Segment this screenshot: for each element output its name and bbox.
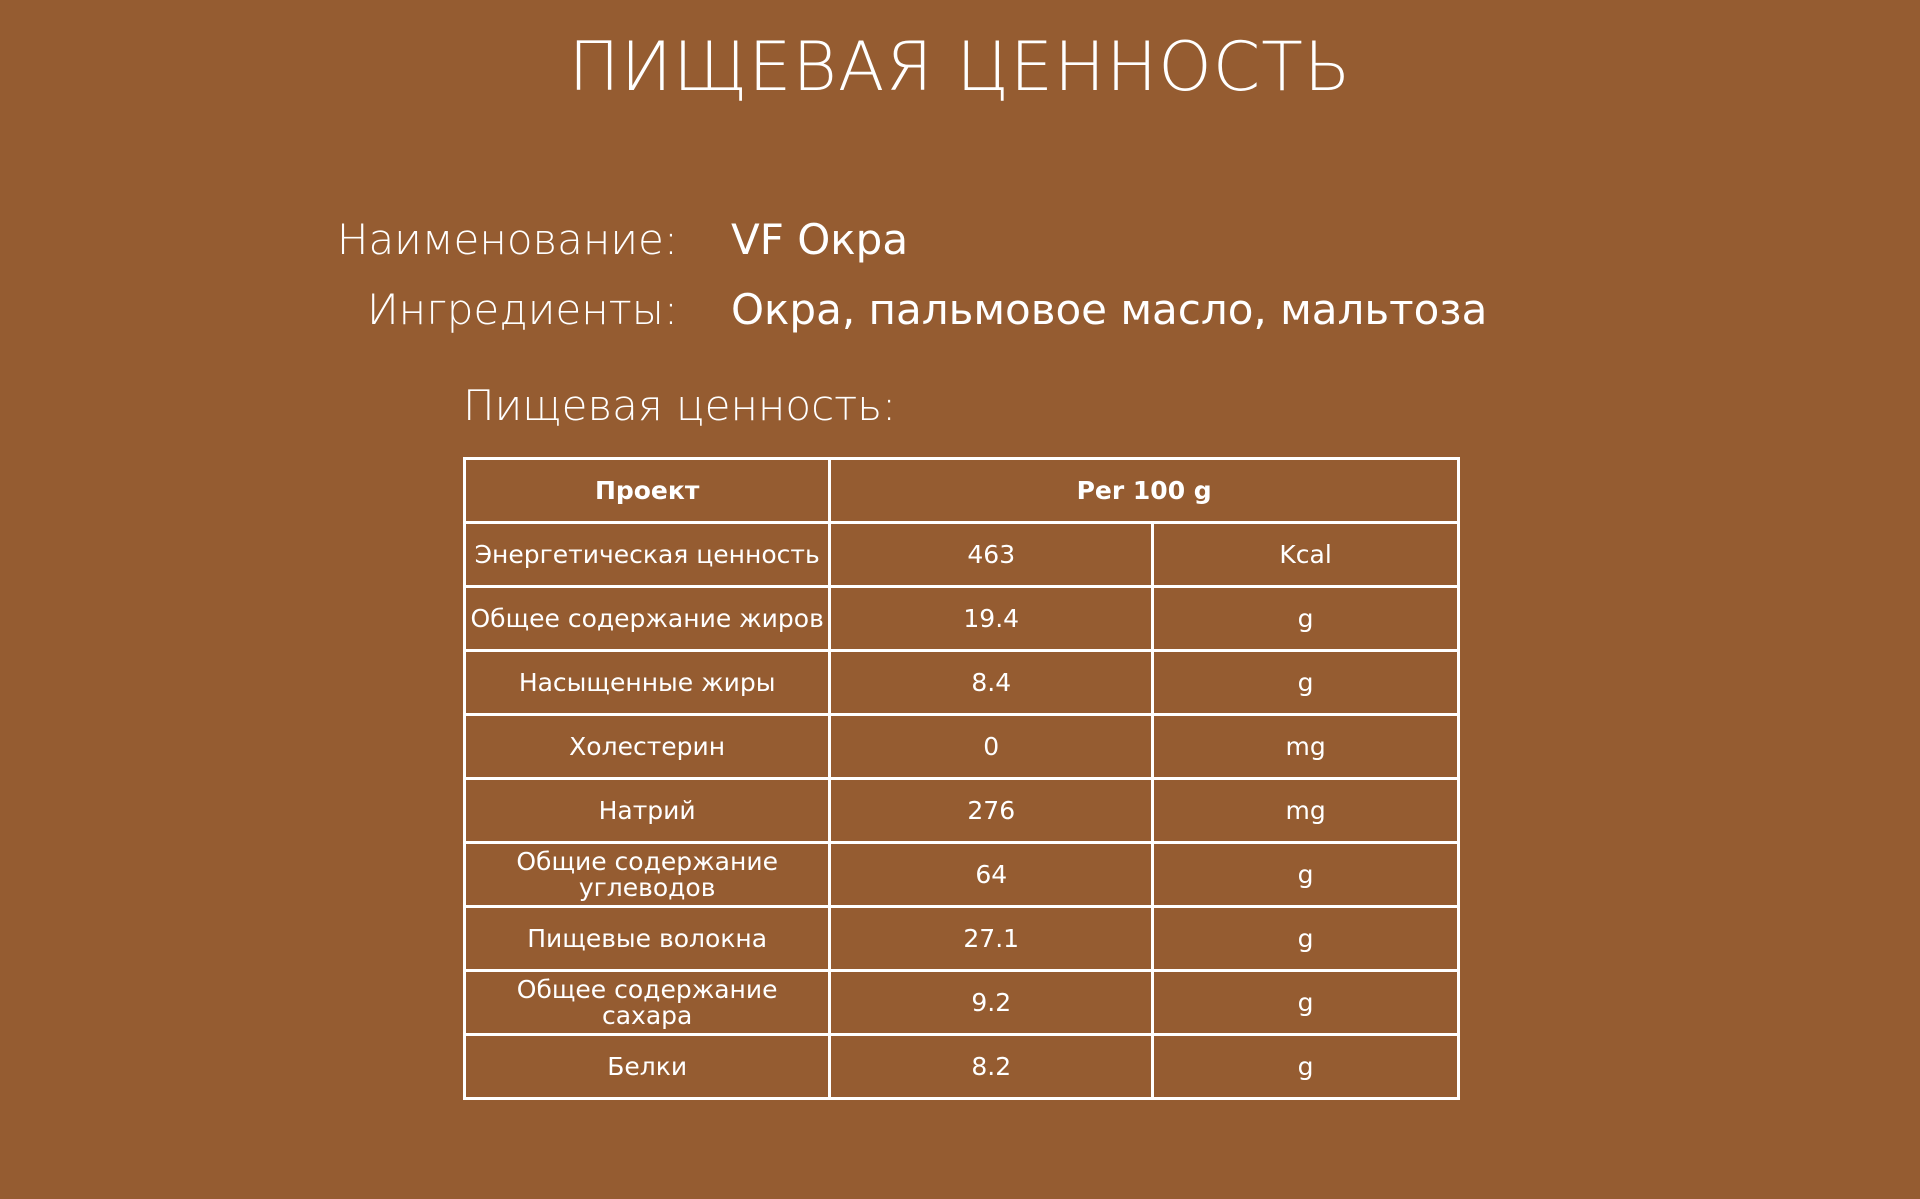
ingredients-row — [0, 280, 1920, 340]
ingredients-value: Окра, пальмовое масло, мальтоза — [731, 285, 1488, 334]
table-row — [465, 715, 1459, 779]
product-name-row — [0, 210, 1920, 270]
table-row — [465, 587, 1459, 651]
nutrient-name: Насыщенные жиры — [465, 651, 830, 715]
nutrient-value: 64 — [830, 843, 1153, 907]
nutrient-name: Общие содержание углеводов — [465, 843, 830, 907]
ingredients-label: Ингредиенты: — [366, 285, 678, 334]
nutrient-value: 27.1 — [830, 907, 1153, 971]
header-per-100g: Per 100 g — [830, 459, 1459, 523]
nutrient-name: Натрий — [465, 779, 830, 843]
nutrient-value: 276 — [830, 779, 1153, 843]
nutrition-table — [463, 457, 1460, 1100]
nutrient-value: 9.2 — [830, 971, 1153, 1035]
nutrient-unit: g — [1153, 971, 1459, 1035]
table-row — [465, 523, 1459, 587]
nutrient-unit: mg — [1153, 715, 1459, 779]
nutrient-unit: mg — [1153, 779, 1459, 843]
nutrient-value: 8.4 — [830, 651, 1153, 715]
nutrient-name: Белки — [465, 1035, 830, 1099]
table-header-row — [465, 459, 1459, 523]
table-row — [465, 843, 1459, 907]
product-name-value: VF Окра — [731, 215, 909, 264]
header-item: Проект — [465, 459, 830, 523]
nutrient-value: 463 — [830, 523, 1153, 587]
page-title: ПИЩЕВАЯ ЦЕННОСТЬ — [568, 28, 1352, 107]
nutrient-unit: g — [1153, 1035, 1459, 1099]
nutrient-value: 0 — [830, 715, 1153, 779]
nutrient-unit: g — [1153, 907, 1459, 971]
table-row — [465, 971, 1459, 1035]
nutrient-unit: g — [1153, 843, 1459, 907]
nutrition-section-title: Пищевая ценность: — [463, 381, 897, 430]
product-name-label: Наименование: — [336, 215, 678, 264]
nutrient-unit: g — [1153, 651, 1459, 715]
nutrient-name: Общее содержание жиров — [465, 587, 830, 651]
table-row — [465, 1035, 1459, 1099]
nutrient-name: Холестерин — [465, 715, 830, 779]
table-row — [465, 651, 1459, 715]
nutrient-value: 19.4 — [830, 587, 1153, 651]
nutrient-value: 8.2 — [830, 1035, 1153, 1099]
table-row — [465, 907, 1459, 971]
nutrient-unit: Kcal — [1153, 523, 1459, 587]
table-row — [465, 779, 1459, 843]
nutrient-name: Энергетическая ценность — [465, 523, 830, 587]
nutrient-unit: g — [1153, 587, 1459, 651]
nutrient-name: Пищевые волокна — [465, 907, 830, 971]
nutrient-name: Общее содержание сахара — [465, 971, 830, 1035]
